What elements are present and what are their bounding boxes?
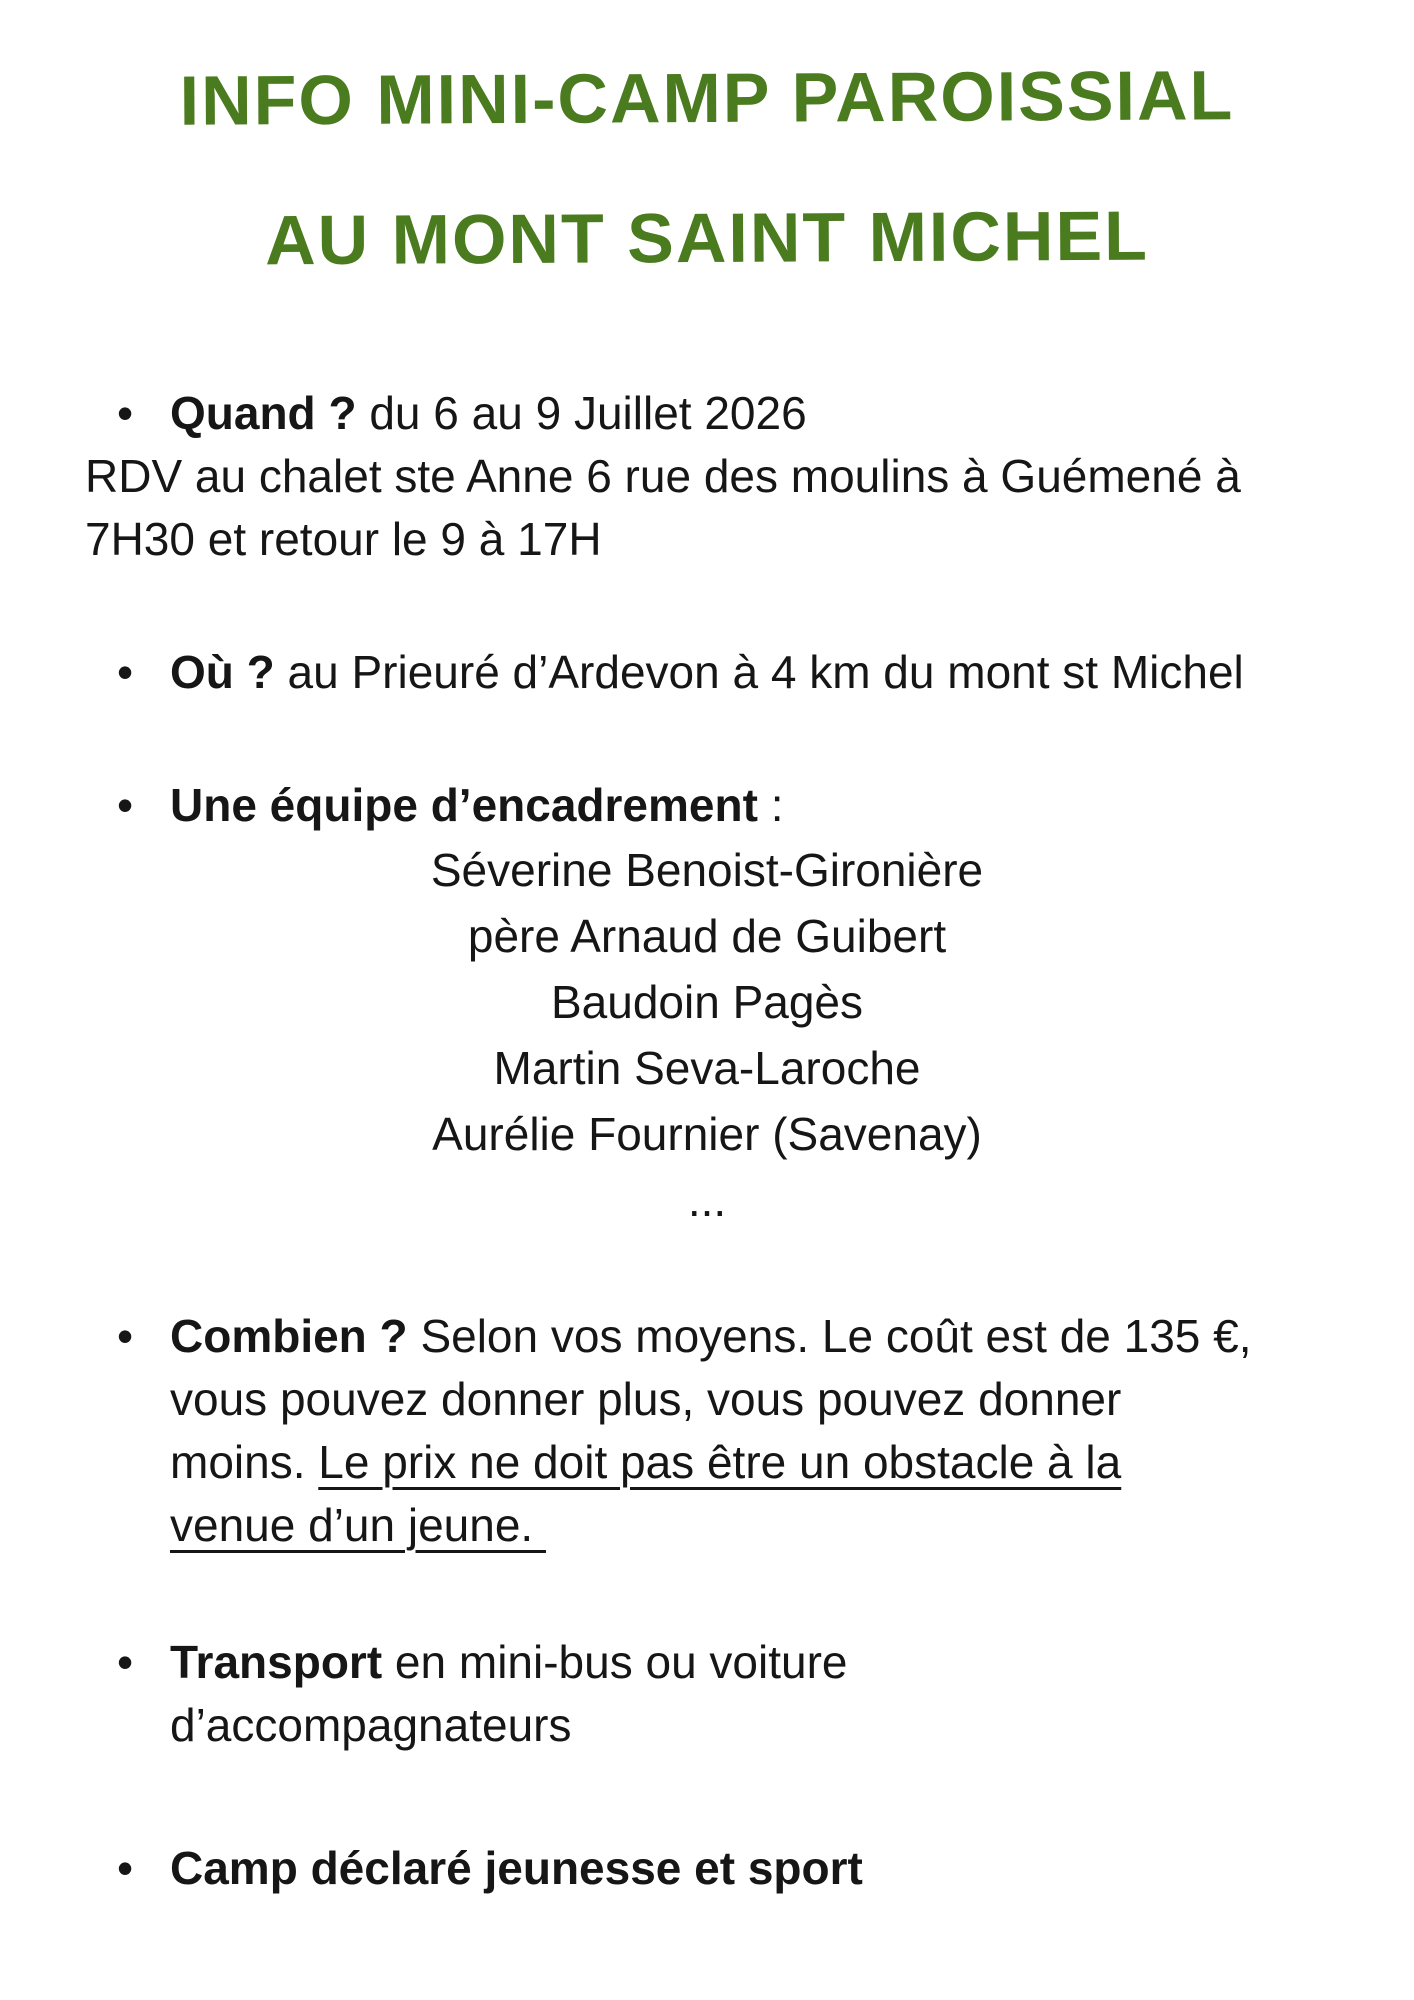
- transport-line-1: [170, 1631, 1350, 1694]
- transport-label: Transport: [170, 1636, 383, 1688]
- ou-text: au Prieuré d’Ardevon à 4 km du mont st Michel: [274, 646, 1244, 698]
- bullet-item-transport: [85, 1631, 1350, 1757]
- title-line-2: AU MONT SAINT MICHEL: [264, 196, 1150, 280]
- transport-text-1: en mini-bus ou voiture: [382, 1636, 848, 1688]
- page-title: [0, 0, 1414, 278]
- team-member: Séverine Benoist-Gironière: [430, 844, 984, 896]
- team-member: père Arnaud de Guibert: [467, 910, 947, 962]
- bullet-item-quand: [85, 382, 1350, 445]
- ou-label: Où ?: [170, 646, 275, 698]
- combien-line-2: vous pouvez donner plus, vous pouvez donner: [170, 1373, 1122, 1425]
- team-name-list: [0, 837, 1414, 1233]
- combien-underlined-2: venue d’un jeune.: [170, 1499, 546, 1551]
- team-member: Martin Seva-Laroche: [493, 1042, 921, 1094]
- bullet-item-equipe: [85, 774, 1350, 837]
- combien-text-1: Selon vos moyens. Le coût est de 135 €,: [407, 1310, 1252, 1362]
- team-list-ellipsis: ...: [687, 1174, 727, 1226]
- quand-detail-line-1: RDV au chalet ste Anne 6 rue des moulins à Guémené à: [85, 450, 1241, 502]
- bullet-item-combien: [85, 1305, 1350, 1557]
- combien-line-3: [170, 1431, 1350, 1494]
- team-member: Baudoin Pagès: [550, 976, 864, 1028]
- quand-detail-line-2: 7H30 et retour le 9 à 17H: [85, 513, 602, 565]
- equipe-colon: :: [757, 779, 784, 831]
- combien-line-4: [170, 1494, 1350, 1557]
- team-member: Aurélie Fournier (Savenay): [432, 1108, 982, 1160]
- combien-line-1: [170, 1305, 1350, 1368]
- camp-label: Camp déclaré jeunesse et sport: [170, 1842, 863, 1894]
- quand-text: du 6 au 9 Juillet 2026: [356, 387, 807, 439]
- flyer-content: [0, 382, 1414, 1900]
- quand-label: Quand ?: [170, 387, 357, 439]
- bullet-item-ou: [85, 641, 1350, 704]
- combien-text-3: moins.: [170, 1436, 319, 1488]
- title-line-1: INFO MINI-CAMP PAROISSIAL: [179, 56, 1235, 140]
- combien-underlined-1: Le prix ne doit pas être un obstacle à la: [318, 1436, 1122, 1488]
- equipe-label: Une équipe d’encadrement: [170, 779, 758, 831]
- combien-label: Combien ?: [170, 1310, 408, 1362]
- transport-line-2: d’accompagnateurs: [170, 1699, 572, 1751]
- bullet-item-camp: [85, 1837, 1350, 1900]
